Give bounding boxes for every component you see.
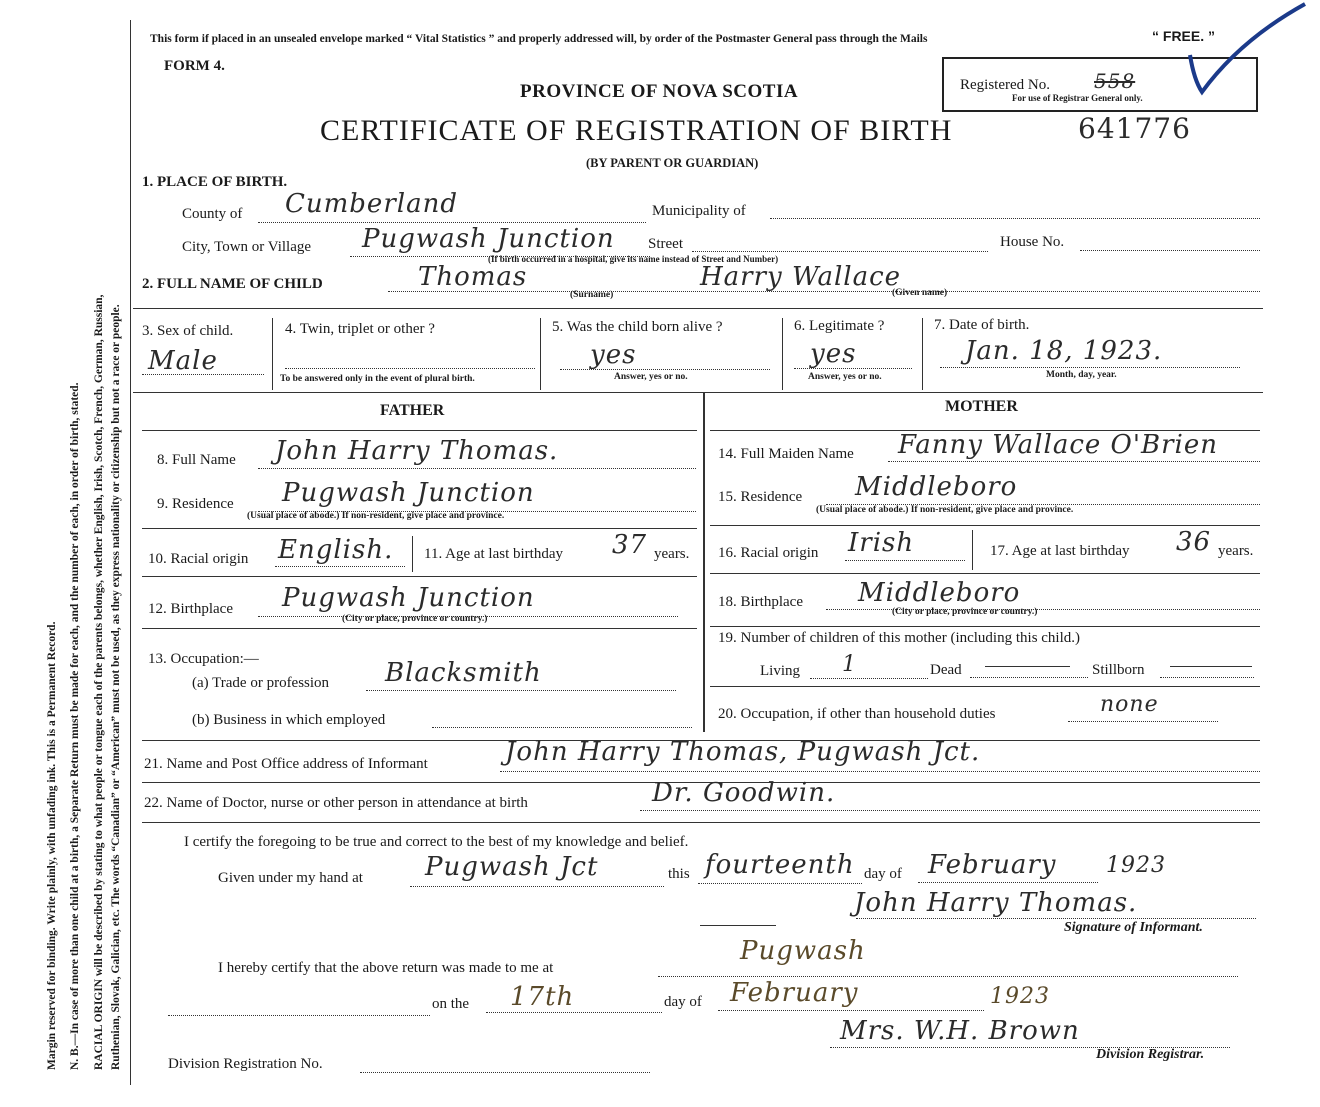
margin-racial-origin-note: RACIAL ORIGIN will be described by stating to what people or tongue each of the parents belongs, whether English, Irish, Scotch, French, German, Russian, bbox=[93, 294, 105, 1070]
division-registration-label: Division Registration No. bbox=[168, 1056, 323, 1072]
doctor-value: Dr. Goodwin. bbox=[652, 778, 836, 808]
mother-years-label: years. bbox=[1218, 543, 1254, 559]
given-place-value: Pugwash Jct bbox=[425, 852, 599, 882]
living-value: 1 bbox=[842, 652, 857, 677]
surname-note: (Surname) bbox=[570, 290, 614, 300]
province-heading: PROVINCE OF NOVA SCOTIA bbox=[520, 81, 799, 102]
child-given-name: Harry Wallace bbox=[700, 262, 902, 292]
sex-label: 3. Sex of child. bbox=[142, 323, 234, 339]
postal-notice: This form if placed in an unsealed envelope marked “ Vital Statistics ” and properly addressed will, by order of the Postmaster General pass through the Mails bbox=[150, 33, 928, 45]
registrar-month-value: February bbox=[730, 978, 859, 1008]
alive-note: Answer, yes or no. bbox=[614, 372, 688, 382]
given-note: (Given name) bbox=[892, 288, 948, 298]
city-label: City, Town or Village bbox=[182, 239, 312, 255]
free-mark: “ FREE. ” bbox=[1152, 28, 1216, 44]
certify-statement: I certify the foregoing to be true and correct to the best of my knowledge and belief. bbox=[184, 834, 689, 850]
father-birthplace-label: 12. Birthplace bbox=[148, 601, 233, 617]
mother-birthplace-value: Middleboro bbox=[858, 578, 1021, 608]
mother-birthplace-note: (City or place, province or country.) bbox=[892, 607, 1038, 617]
county-label: County of bbox=[182, 206, 243, 222]
father-race-label: 10. Racial origin bbox=[148, 551, 249, 567]
form-number: FORM 4. bbox=[164, 58, 225, 74]
mother-race-value: Irish bbox=[848, 528, 915, 558]
father-years-label: years. bbox=[654, 546, 690, 562]
given-under-label: Given under my hand at bbox=[218, 870, 363, 886]
certificate-title: CERTIFICATE OF REGISTRATION OF BIRTH bbox=[320, 114, 953, 147]
father-residence-note: (Usual place of abode.) If non-resident, give place and province. bbox=[247, 511, 505, 521]
father-race-value: English. bbox=[278, 535, 394, 565]
mother-age-label: 17. Age at last birthday bbox=[990, 543, 1130, 559]
mother-birthplace-label: 18. Birthplace bbox=[718, 594, 803, 610]
margin-nationality-note: Ruthenian, Slovak, Galician, etc. The words “Canadian” or “American” must not be used, as they express nationality or citizenship but not a race or people. bbox=[110, 304, 122, 1070]
father-heading: FATHER bbox=[380, 402, 445, 419]
registrar-year-value: 1923 bbox=[990, 984, 1050, 1009]
living-label: Living bbox=[760, 663, 800, 679]
city-value: Pugwash Junction bbox=[362, 224, 615, 254]
registrar-statement: I hereby certify that the above return was made to me at bbox=[218, 960, 554, 976]
given-day-value: fourteenth bbox=[705, 850, 855, 880]
dead-label: Dead bbox=[930, 662, 962, 678]
certificate-subtitle: (BY PARENT OR GUARDIAN) bbox=[586, 156, 759, 170]
place-heading: 1. PLACE OF BIRTH. bbox=[142, 174, 288, 190]
mother-name-label: 14. Full Maiden Name bbox=[718, 446, 854, 462]
municipality-label: Municipality of bbox=[652, 203, 746, 219]
dob-value: Jan. 18, 1923. bbox=[965, 336, 1163, 366]
stillborn-label: Stillborn bbox=[1092, 662, 1145, 678]
mother-occupation-value: none bbox=[1100, 692, 1159, 717]
mother-residence-note: (Usual place of abode.) If non-resident, give place and province. bbox=[816, 505, 1074, 515]
father-name-label: 8. Full Name bbox=[157, 452, 236, 468]
legitimate-label: 6. Legitimate ? bbox=[794, 318, 885, 334]
father-age-value: 37 bbox=[612, 530, 648, 560]
certificate-number: 641776 bbox=[1078, 112, 1191, 145]
margin-multiple-birth-note: N. B.—In case of more than one child at a birth, a Separate Return must be made for each, and the number of each, in order of birth, stated. bbox=[69, 382, 81, 1070]
street-label: Street bbox=[648, 236, 683, 252]
twin-label: 4. Twin, triplet or other ? bbox=[285, 321, 435, 337]
hospital-note: (If birth occurred in a hospital, give its name instead of Street and Number) bbox=[488, 254, 779, 264]
registrar-signature: Mrs. W.H. Brown bbox=[840, 1016, 1080, 1046]
mother-children-label: 19. Number of children of this mother (including this child.) bbox=[718, 630, 1081, 646]
county-value: Cumberland bbox=[285, 189, 458, 219]
mother-residence-value: Middleboro bbox=[855, 472, 1018, 502]
father-age-label: 11. Age at last birthday bbox=[424, 546, 563, 562]
doctor-label: 22. Name of Doctor, nurse or other person in attendance at birth bbox=[144, 795, 528, 811]
father-trade-label: (a) Trade or profession bbox=[192, 675, 330, 691]
sex-value: Male bbox=[148, 346, 218, 376]
binding-margin bbox=[0, 0, 130, 1107]
given-month-value: February bbox=[928, 850, 1057, 880]
informant-signature-label: Signature of Informant. bbox=[1064, 920, 1203, 935]
registrar-place-value: Pugwash bbox=[740, 936, 866, 966]
father-trade-value: Blacksmith bbox=[385, 658, 542, 688]
informant-label: 21. Name and Post Office address of Informant bbox=[144, 756, 428, 772]
dob-note: Month, day, year. bbox=[1046, 370, 1117, 380]
twin-note: To be answered only in the event of plural birth. bbox=[280, 374, 475, 384]
registrar-signature-label: Division Registrar. bbox=[1096, 1047, 1205, 1062]
father-residence-label: 9. Residence bbox=[157, 496, 234, 512]
father-business-label: (b) Business in which employed bbox=[192, 712, 386, 728]
alive-label: 5. Was the child born alive ? bbox=[552, 319, 723, 335]
registrar-day-of-label: day of bbox=[664, 994, 702, 1010]
registrar-day-value: 17th bbox=[510, 982, 575, 1012]
legitimate-value: yes bbox=[810, 339, 857, 369]
margin-binding-note: Margin reserved for binding. Write plainly, with unfading ink. This is a Permanent Record. bbox=[46, 621, 58, 1070]
mother-occupation-label: 20. Occupation, if other than household duties bbox=[718, 706, 996, 722]
father-residence-value: Pugwash Junction bbox=[282, 478, 535, 508]
given-year-value: 1923 bbox=[1106, 853, 1166, 878]
mother-residence-label: 15. Residence bbox=[718, 489, 803, 505]
registrar-note: For use of Registrar General only. bbox=[1012, 93, 1143, 103]
child-name-label: 2. FULL NAME OF CHILD bbox=[142, 276, 323, 292]
legitimate-note: Answer, yes or no. bbox=[808, 372, 882, 382]
registered-label: Registered No. bbox=[960, 77, 1050, 93]
informant-signature: John Harry Thomas. bbox=[854, 888, 1138, 918]
margin-rule bbox=[130, 20, 131, 1085]
father-name-value: John Harry Thomas. bbox=[275, 436, 559, 466]
father-birthplace-value: Pugwash Junction bbox=[282, 583, 535, 613]
child-surname: Thomas bbox=[418, 262, 528, 292]
mother-heading: MOTHER bbox=[945, 398, 1018, 415]
father-birthplace-note: (City or place, province or country.) bbox=[342, 614, 488, 624]
registered-value: 558 bbox=[1094, 69, 1136, 93]
mother-name-value: Fanny Wallace O'Brien bbox=[898, 430, 1218, 460]
mother-race-label: 16. Racial origin bbox=[718, 545, 819, 561]
father-occupation-label: 13. Occupation:— bbox=[148, 651, 259, 667]
this-label: this bbox=[668, 866, 690, 882]
given-day-of-label: day of bbox=[864, 866, 902, 882]
check-mark-icon bbox=[1180, 0, 1310, 100]
informant-value: John Harry Thomas, Pugwash Jct. bbox=[505, 737, 981, 767]
mother-age-value: 36 bbox=[1176, 527, 1212, 557]
dob-label: 7. Date of birth. bbox=[934, 317, 1030, 333]
house-label: House No. bbox=[1000, 234, 1065, 250]
alive-value: yes bbox=[590, 340, 637, 370]
registrar-on-the-label: on the bbox=[432, 996, 470, 1012]
